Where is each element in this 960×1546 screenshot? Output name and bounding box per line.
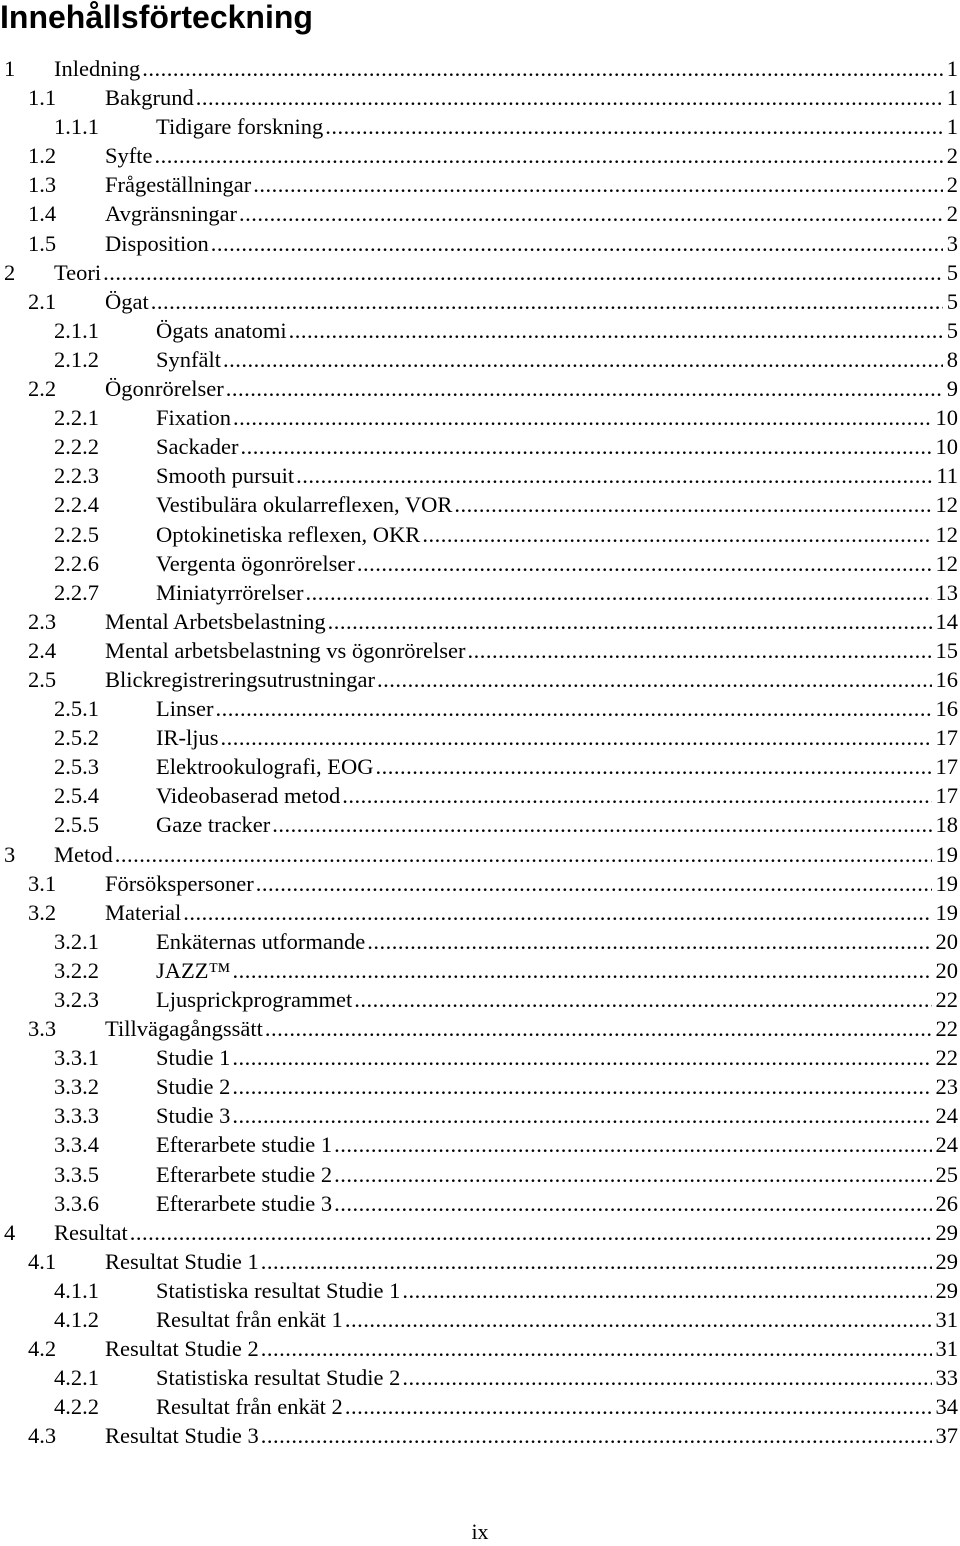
toc-entry-title: Vestibulära okularreflexen, VOR <box>156 490 452 519</box>
toc-entry-title: Vergenta ögonrörelser <box>156 549 355 578</box>
toc-entry-number: 1.5 <box>0 229 105 258</box>
toc-entry-title: Studie 3 <box>156 1101 230 1130</box>
toc-entry-title: Ljusprickprogrammet <box>156 985 352 1014</box>
toc-entry-number: 2.3 <box>0 607 105 636</box>
toc-entry-number: 3.3.3 <box>0 1101 156 1130</box>
toc-dot-leader <box>422 520 931 549</box>
toc-entry-number: 2.1.2 <box>0 345 156 374</box>
toc-entry[interactable] <box>0 432 960 461</box>
toc-entry[interactable] <box>0 985 960 1014</box>
toc-entry-number: 3.2.2 <box>0 956 156 985</box>
toc-dot-leader <box>305 578 931 607</box>
toc-entry-number: 3.2.3 <box>0 985 156 1014</box>
toc-entry-title: Elektrookulografi, EOG <box>156 752 373 781</box>
toc-entry[interactable] <box>0 549 960 578</box>
toc-dot-leader <box>334 1189 931 1218</box>
toc-entry-page: 34 <box>936 1392 960 1421</box>
toc-dot-leader <box>223 345 943 374</box>
toc-entry-page: 20 <box>936 927 960 956</box>
toc-entry-page: 1 <box>947 83 960 112</box>
toc-entry-page: 3 <box>947 229 960 258</box>
toc-entry-number: 2.4 <box>0 636 105 665</box>
toc-entry[interactable] <box>0 170 960 199</box>
toc-entry[interactable] <box>0 578 960 607</box>
toc-entry-page: 16 <box>936 694 960 723</box>
toc-dot-leader <box>325 112 942 141</box>
toc-entry-number: 4.1.1 <box>0 1276 156 1305</box>
toc-entry-page: 5 <box>947 258 960 287</box>
toc-entry-title: Resultat Studie 1 <box>105 1247 259 1276</box>
toc-entry-number: 4.1.2 <box>0 1305 156 1334</box>
toc-entry[interactable] <box>0 927 960 956</box>
toc-entry-title: Statistiska resultat Studie 2 <box>156 1363 400 1392</box>
toc-dot-leader <box>151 287 943 316</box>
toc-entry[interactable] <box>0 607 960 636</box>
toc-entry[interactable] <box>0 1218 960 1247</box>
toc-entry-title: IR-ljus <box>156 723 219 752</box>
toc-entry-page: 5 <box>947 316 960 345</box>
toc-dot-leader <box>233 956 932 985</box>
toc-entry-page: 2 <box>947 199 960 228</box>
toc-dot-leader <box>261 1247 932 1276</box>
toc-entry[interactable] <box>0 1189 960 1218</box>
toc-entry-page: 10 <box>936 403 960 432</box>
toc-entry-title: Avgränsningar <box>105 199 237 228</box>
toc-entry[interactable] <box>0 1072 960 1101</box>
toc-entry-title: Gaze tracker <box>156 810 270 839</box>
toc-entry[interactable] <box>0 810 960 839</box>
toc-dot-leader <box>103 258 943 287</box>
toc-entry-number: 1.3 <box>0 170 105 199</box>
toc-dot-leader <box>221 723 932 752</box>
toc-entry-title: Resultat <box>54 1218 128 1247</box>
toc-entry-page: 1 <box>947 112 960 141</box>
toc-entry[interactable] <box>0 723 960 752</box>
toc-entry-title: Optokinetiska reflexen, OKR <box>156 520 420 549</box>
toc-entry-page: 17 <box>936 752 960 781</box>
toc-entry-title: Videobaserad metod <box>156 781 340 810</box>
toc-entry-title: Studie 2 <box>156 1072 230 1101</box>
toc-entry-page: 17 <box>936 781 960 810</box>
toc-entry-title: Tillvägagångssätt <box>105 1014 263 1043</box>
toc-entry-title: Statistiska resultat Studie 1 <box>156 1276 400 1305</box>
toc-entry[interactable] <box>0 258 960 287</box>
toc-entry[interactable] <box>0 781 960 810</box>
toc-dot-leader <box>402 1276 931 1305</box>
toc-entry-number: 2.2.3 <box>0 461 156 490</box>
toc-dot-leader <box>232 1043 931 1072</box>
toc-dot-leader <box>261 1421 932 1450</box>
toc-entry[interactable] <box>0 403 960 432</box>
toc-entry-title: Bakgrund <box>105 83 194 112</box>
toc-entry[interactable] <box>0 461 960 490</box>
toc-entry-number: 2 <box>0 258 54 287</box>
toc-entry[interactable] <box>0 1363 960 1392</box>
toc-entry-number: 2.5.3 <box>0 752 156 781</box>
toc-entry-page: 15 <box>936 636 960 665</box>
toc-entry-title: Ögat <box>105 287 149 316</box>
toc-entry-title: Metod <box>54 840 113 869</box>
toc-dot-leader <box>402 1363 931 1392</box>
toc-entry-title: Tidigare forskning <box>156 112 323 141</box>
toc-dot-leader <box>233 403 931 432</box>
toc-entry[interactable] <box>0 694 960 723</box>
toc-entry-page: 19 <box>936 840 960 869</box>
toc-entry-page: 19 <box>936 869 960 898</box>
toc-entry-title: Linser <box>156 694 213 723</box>
toc-entry-number: 3 <box>0 840 54 869</box>
toc-entry-title: Synfält <box>156 345 221 374</box>
toc-entry-number: 2.2.4 <box>0 490 156 519</box>
toc-entry-page: 19 <box>936 898 960 927</box>
toc-dot-leader <box>357 549 932 578</box>
toc-entry-number: 2.1.1 <box>0 316 156 345</box>
toc-dot-leader <box>334 1160 931 1189</box>
toc-entry[interactable] <box>0 1305 960 1334</box>
toc-entry[interactable] <box>0 1130 960 1159</box>
toc-entry-number: 2.1 <box>0 287 105 316</box>
toc-entry-title: Mental Arbetsbelastning <box>105 607 326 636</box>
toc-entry-page: 17 <box>936 723 960 752</box>
toc-entry-title: Material <box>105 898 181 927</box>
toc-entry-number: 3.3.4 <box>0 1130 156 1159</box>
toc-entry-page: 10 <box>936 432 960 461</box>
toc-entry-page: 8 <box>947 345 960 374</box>
toc-entry-page: 18 <box>936 810 960 839</box>
toc-entry-page: 14 <box>936 607 960 636</box>
toc-dot-leader <box>196 83 943 112</box>
toc-entry[interactable] <box>0 840 960 869</box>
toc-entry-number: 2.2.7 <box>0 578 156 607</box>
toc-dot-leader <box>272 810 931 839</box>
toc-entry-number: 3.3.6 <box>0 1189 156 1218</box>
toc-entry-title: Sackader <box>156 432 238 461</box>
toc-entry-number: 3.3.5 <box>0 1160 156 1189</box>
toc-dot-leader <box>226 374 943 403</box>
toc-entry-number: 4 <box>0 1218 54 1247</box>
toc-entry-title: Efterarbete studie 2 <box>156 1160 332 1189</box>
toc-entry-number: 4.2.1 <box>0 1363 156 1392</box>
toc-entry-page: 2 <box>947 170 960 199</box>
toc-entry-number: 4.1 <box>0 1247 105 1276</box>
toc-entry-number: 4.2 <box>0 1334 105 1363</box>
toc-entry-title: Försökspersoner <box>105 869 254 898</box>
toc-entry[interactable] <box>0 141 960 170</box>
toc-entry-page: 29 <box>936 1218 960 1247</box>
toc-entry-page: 31 <box>936 1305 960 1334</box>
toc-entry-page: 24 <box>936 1130 960 1159</box>
toc-entry[interactable] <box>0 287 960 316</box>
toc-entry-title: JAZZ™ <box>156 956 231 985</box>
toc-dot-leader <box>454 490 931 519</box>
toc-entry-title: Syfte <box>105 141 153 170</box>
toc-entry-page: 29 <box>936 1276 960 1305</box>
toc-entry[interactable] <box>0 665 960 694</box>
toc-entry-page: 22 <box>936 1014 960 1043</box>
toc-entry-title: Resultat från enkät 1 <box>156 1305 343 1334</box>
toc-entry[interactable] <box>0 752 960 781</box>
toc-entry-title: Teori <box>54 258 101 287</box>
toc-dot-leader <box>328 607 932 636</box>
toc-dot-leader <box>375 752 931 781</box>
toc-entry-number: 4.2.2 <box>0 1392 156 1421</box>
toc-entry-title: Ögonrörelser <box>105 374 224 403</box>
toc-dot-leader <box>296 461 932 490</box>
toc-entry-number: 2.2.6 <box>0 549 156 578</box>
toc-entry-number: 2.5 <box>0 665 105 694</box>
toc-entry-number: 3.3.1 <box>0 1043 156 1072</box>
toc-dot-leader <box>334 1130 931 1159</box>
toc-entry-number: 2.2.2 <box>0 432 156 461</box>
toc-entry-page: 22 <box>936 985 960 1014</box>
toc-entry-number: 4.3 <box>0 1421 105 1450</box>
toc-entry[interactable] <box>0 1160 960 1189</box>
toc-dot-leader <box>265 1014 932 1043</box>
toc-dot-leader <box>253 170 943 199</box>
toc-dot-leader <box>232 1072 931 1101</box>
toc-dot-leader <box>345 1392 932 1421</box>
toc-entry[interactable] <box>0 869 960 898</box>
toc-entry[interactable] <box>0 636 960 665</box>
toc-entry[interactable] <box>0 956 960 985</box>
toc-dot-leader <box>130 1218 932 1247</box>
toc-entry-number: 1.1 <box>0 83 105 112</box>
toc-entry[interactable] <box>0 1247 960 1276</box>
toc-entry-number: 3.2.1 <box>0 927 156 956</box>
toc-entry[interactable] <box>0 112 960 141</box>
toc-entry-number: 3.3.2 <box>0 1072 156 1101</box>
toc-entry[interactable] <box>0 1014 960 1043</box>
toc-entry-number: 2.2 <box>0 374 105 403</box>
toc-entry-title: Efterarbete studie 1 <box>156 1130 332 1159</box>
toc-entry[interactable] <box>0 199 960 228</box>
toc-entry-title: Studie 1 <box>156 1043 230 1072</box>
toc-entry-page: 22 <box>936 1043 960 1072</box>
toc-entry-page: 26 <box>936 1189 960 1218</box>
toc-entry-page: 25 <box>936 1160 960 1189</box>
toc-entry-title: Inledning <box>54 54 140 83</box>
toc-entry-number: 3.2 <box>0 898 105 927</box>
toc-entry-number: 1 <box>0 54 54 83</box>
toc-entry-page: 11 <box>936 461 960 490</box>
toc-entry[interactable] <box>0 490 960 519</box>
toc-entry[interactable] <box>0 1334 960 1363</box>
toc-dot-leader <box>239 199 943 228</box>
toc-entry[interactable] <box>0 520 960 549</box>
toc-entry[interactable] <box>0 1392 960 1421</box>
toc-entry-page: 12 <box>936 490 960 519</box>
toc-entry-number: 1.1.1 <box>0 112 156 141</box>
toc-entry[interactable] <box>0 1421 960 1450</box>
toc-entry[interactable] <box>0 1101 960 1130</box>
toc-entry-page: 23 <box>936 1072 960 1101</box>
toc-list <box>0 54 960 1451</box>
toc-entry-page: 1 <box>947 54 960 83</box>
toc-entry-page: 24 <box>936 1101 960 1130</box>
toc-entry-title: Resultat Studie 3 <box>105 1421 259 1450</box>
toc-entry[interactable] <box>0 898 960 927</box>
toc-entry-page: 20 <box>936 956 960 985</box>
toc-entry-number: 1.4 <box>0 199 105 228</box>
toc-entry[interactable] <box>0 374 960 403</box>
toc-entry[interactable] <box>0 229 960 258</box>
toc-entry-title: Frågeställningar <box>105 170 251 199</box>
toc-entry[interactable] <box>0 1276 960 1305</box>
toc-entry-title: Miniatyrrörelser <box>156 578 303 607</box>
toc-dot-leader <box>468 636 932 665</box>
toc-dot-leader <box>342 781 931 810</box>
page-title: Innehållsförteckning <box>0 0 313 37</box>
toc-dot-leader <box>354 985 931 1014</box>
toc-entry[interactable] <box>0 54 960 83</box>
toc-dot-leader <box>232 1101 931 1130</box>
toc-dot-leader <box>211 229 943 258</box>
page-number: ix <box>0 1518 960 1546</box>
toc-entry-page: 29 <box>936 1247 960 1276</box>
toc-entry-page: 5 <box>947 287 960 316</box>
toc-entry-page: 33 <box>936 1363 960 1392</box>
toc-entry-title: Ögats anatomi <box>156 316 287 345</box>
toc-entry[interactable] <box>0 83 960 112</box>
toc-dot-leader <box>261 1334 932 1363</box>
toc-entry-page: 12 <box>936 549 960 578</box>
toc-dot-leader <box>377 665 932 694</box>
toc-dot-leader <box>256 869 932 898</box>
toc-entry[interactable] <box>0 1043 960 1072</box>
toc-entry-page: 13 <box>936 578 960 607</box>
toc-entry-page: 9 <box>947 374 960 403</box>
toc-entry-number: 2.2.5 <box>0 520 156 549</box>
toc-dot-leader <box>142 54 943 83</box>
toc-entry-page: 16 <box>936 665 960 694</box>
toc-dot-leader <box>215 694 931 723</box>
toc-entry-page: 37 <box>936 1421 960 1450</box>
toc-entry[interactable] <box>0 316 960 345</box>
toc-entry-number: 2.5.1 <box>0 694 156 723</box>
toc-dot-leader <box>183 898 931 927</box>
toc-entry-number: 3.3 <box>0 1014 105 1043</box>
toc-entry-number: 2.5.2 <box>0 723 156 752</box>
toc-entry-number: 1.2 <box>0 141 105 170</box>
toc-entry-page: 2 <box>947 141 960 170</box>
toc-entry-number: 2.5.4 <box>0 781 156 810</box>
toc-dot-leader <box>115 840 932 869</box>
toc-entry-title: Fixation <box>156 403 231 432</box>
toc-entry-title: Efterarbete studie 3 <box>156 1189 332 1218</box>
toc-dot-leader <box>240 432 931 461</box>
toc-entry-title: Resultat Studie 2 <box>105 1334 259 1363</box>
toc-entry-title: Smooth pursuit <box>156 461 294 490</box>
toc-entry-title: Resultat från enkät 2 <box>156 1392 343 1421</box>
toc-entry-number: 3.1 <box>0 869 105 898</box>
toc-dot-leader <box>345 1305 932 1334</box>
toc-entry-page: 31 <box>936 1334 960 1363</box>
toc-entry-title: Blickregistreringsutrustningar <box>105 665 375 694</box>
toc-entry-number: 2.5.5 <box>0 810 156 839</box>
toc-dot-leader <box>367 927 931 956</box>
toc-entry-title: Disposition <box>105 229 209 258</box>
toc-entry-title: Enkäternas utformande <box>156 927 365 956</box>
toc-entry[interactable] <box>0 345 960 374</box>
toc-entry-title: Mental arbetsbelastning vs ögonrörelser <box>105 636 466 665</box>
toc-dot-leader <box>155 141 943 170</box>
toc-entry-page: 12 <box>936 520 960 549</box>
toc-entry-number: 2.2.1 <box>0 403 156 432</box>
toc-dot-leader <box>289 316 943 345</box>
